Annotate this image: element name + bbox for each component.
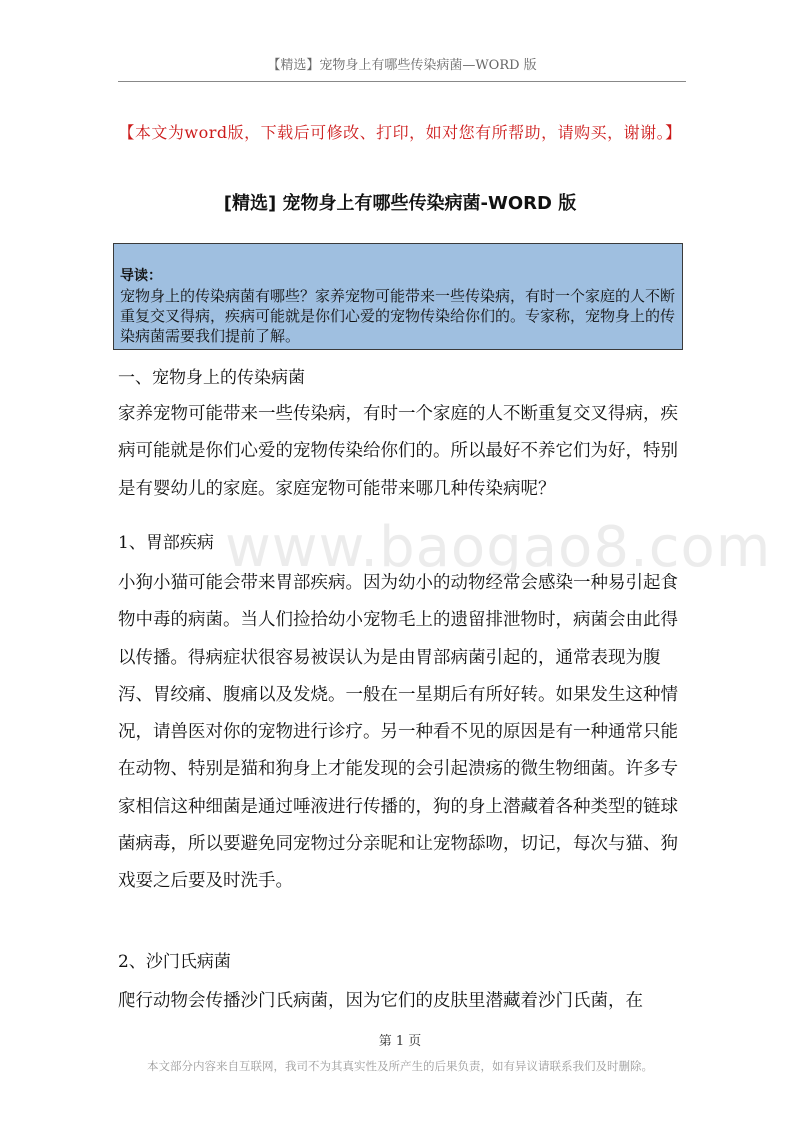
word-version-notice: 【本文为word版，下载后可修改、打印，如对您有所帮助，请购买，谢谢。】	[118, 123, 682, 142]
section-paragraph-3: 爬行动物会传播沙门氏病菌，因为它们的皮肤里潜藏着沙门氏菌，在	[118, 991, 643, 1011]
document-title: [精选] 宠物身上有哪些传染病菌-WORD 版	[223, 193, 577, 214]
site-watermark: www.baogao8.com	[225, 515, 772, 580]
running-header: 【精选】宠物身上有哪些传染病菌—WORD 版	[118, 54, 686, 82]
lead-label: 导读：	[120, 268, 162, 284]
lead-box	[113, 243, 683, 350]
section-heading-3: 2、沙门氏病菌	[118, 952, 231, 972]
footer-disclaimer: 本文部分内容来自互联网，我司不为其真实性及所产生的后果负责，如有异议请联系我们及时删除。	[147, 1059, 653, 1073]
section-heading-1: 一、宠物身上的传染病菌	[118, 368, 305, 388]
section-paragraph-2: 小狗小猫可能会带来胃部疾病。因为幼小的动物经常会感染一种易引起食物中毒的病菌。当人们捡拾幼小宠物毛上的遗留排泄物时，病菌会由此得以传播。得病症状很容易被误认为是由胃部病菌引起的，通常表现为腹泻、胃绞痛、腹痛以及发烧。一般在一星期后有所好转。如果发生这种情况，请兽医对你的宠物进行诊疗。另一种看不见的原因是有一种通常只能在动物、特别是猫和狗身上才能发现的会引起溃疡的微生物细菌。许多专家相信这种细菌是通过唾液进行传播的，狗的身上潜藏着各种类型的链球菌病毒，所以要避免同宠物过分亲昵和让宠物舔吻，切记，每次与猫、狗戏耍之后要及时洗手。	[118, 573, 678, 892]
page-number: 第 1 页	[378, 1034, 422, 1049]
section-heading-2: 1、胃部疾病	[118, 533, 214, 553]
section-paragraph-1: 家养宠物可能带来一些传染病，有时一个家庭的人不断重复交叉得病，疾病可能就是你们心爱的宠物传染给你们的。所以最好不养它们为好，特别是有婴幼儿的家庭。家庭宠物可能带来哪几种传染病呢？	[118, 404, 678, 499]
lead-text: 宠物身上的传染病菌有哪些？家养宠物可能带来一些传染病，有时一个家庭的人不断重复交叉得病，疾病可能就是你们心爱的宠物传染给你们的。专家称，宠物身上的传染病菌需要我们提前了解。	[120, 287, 676, 345]
